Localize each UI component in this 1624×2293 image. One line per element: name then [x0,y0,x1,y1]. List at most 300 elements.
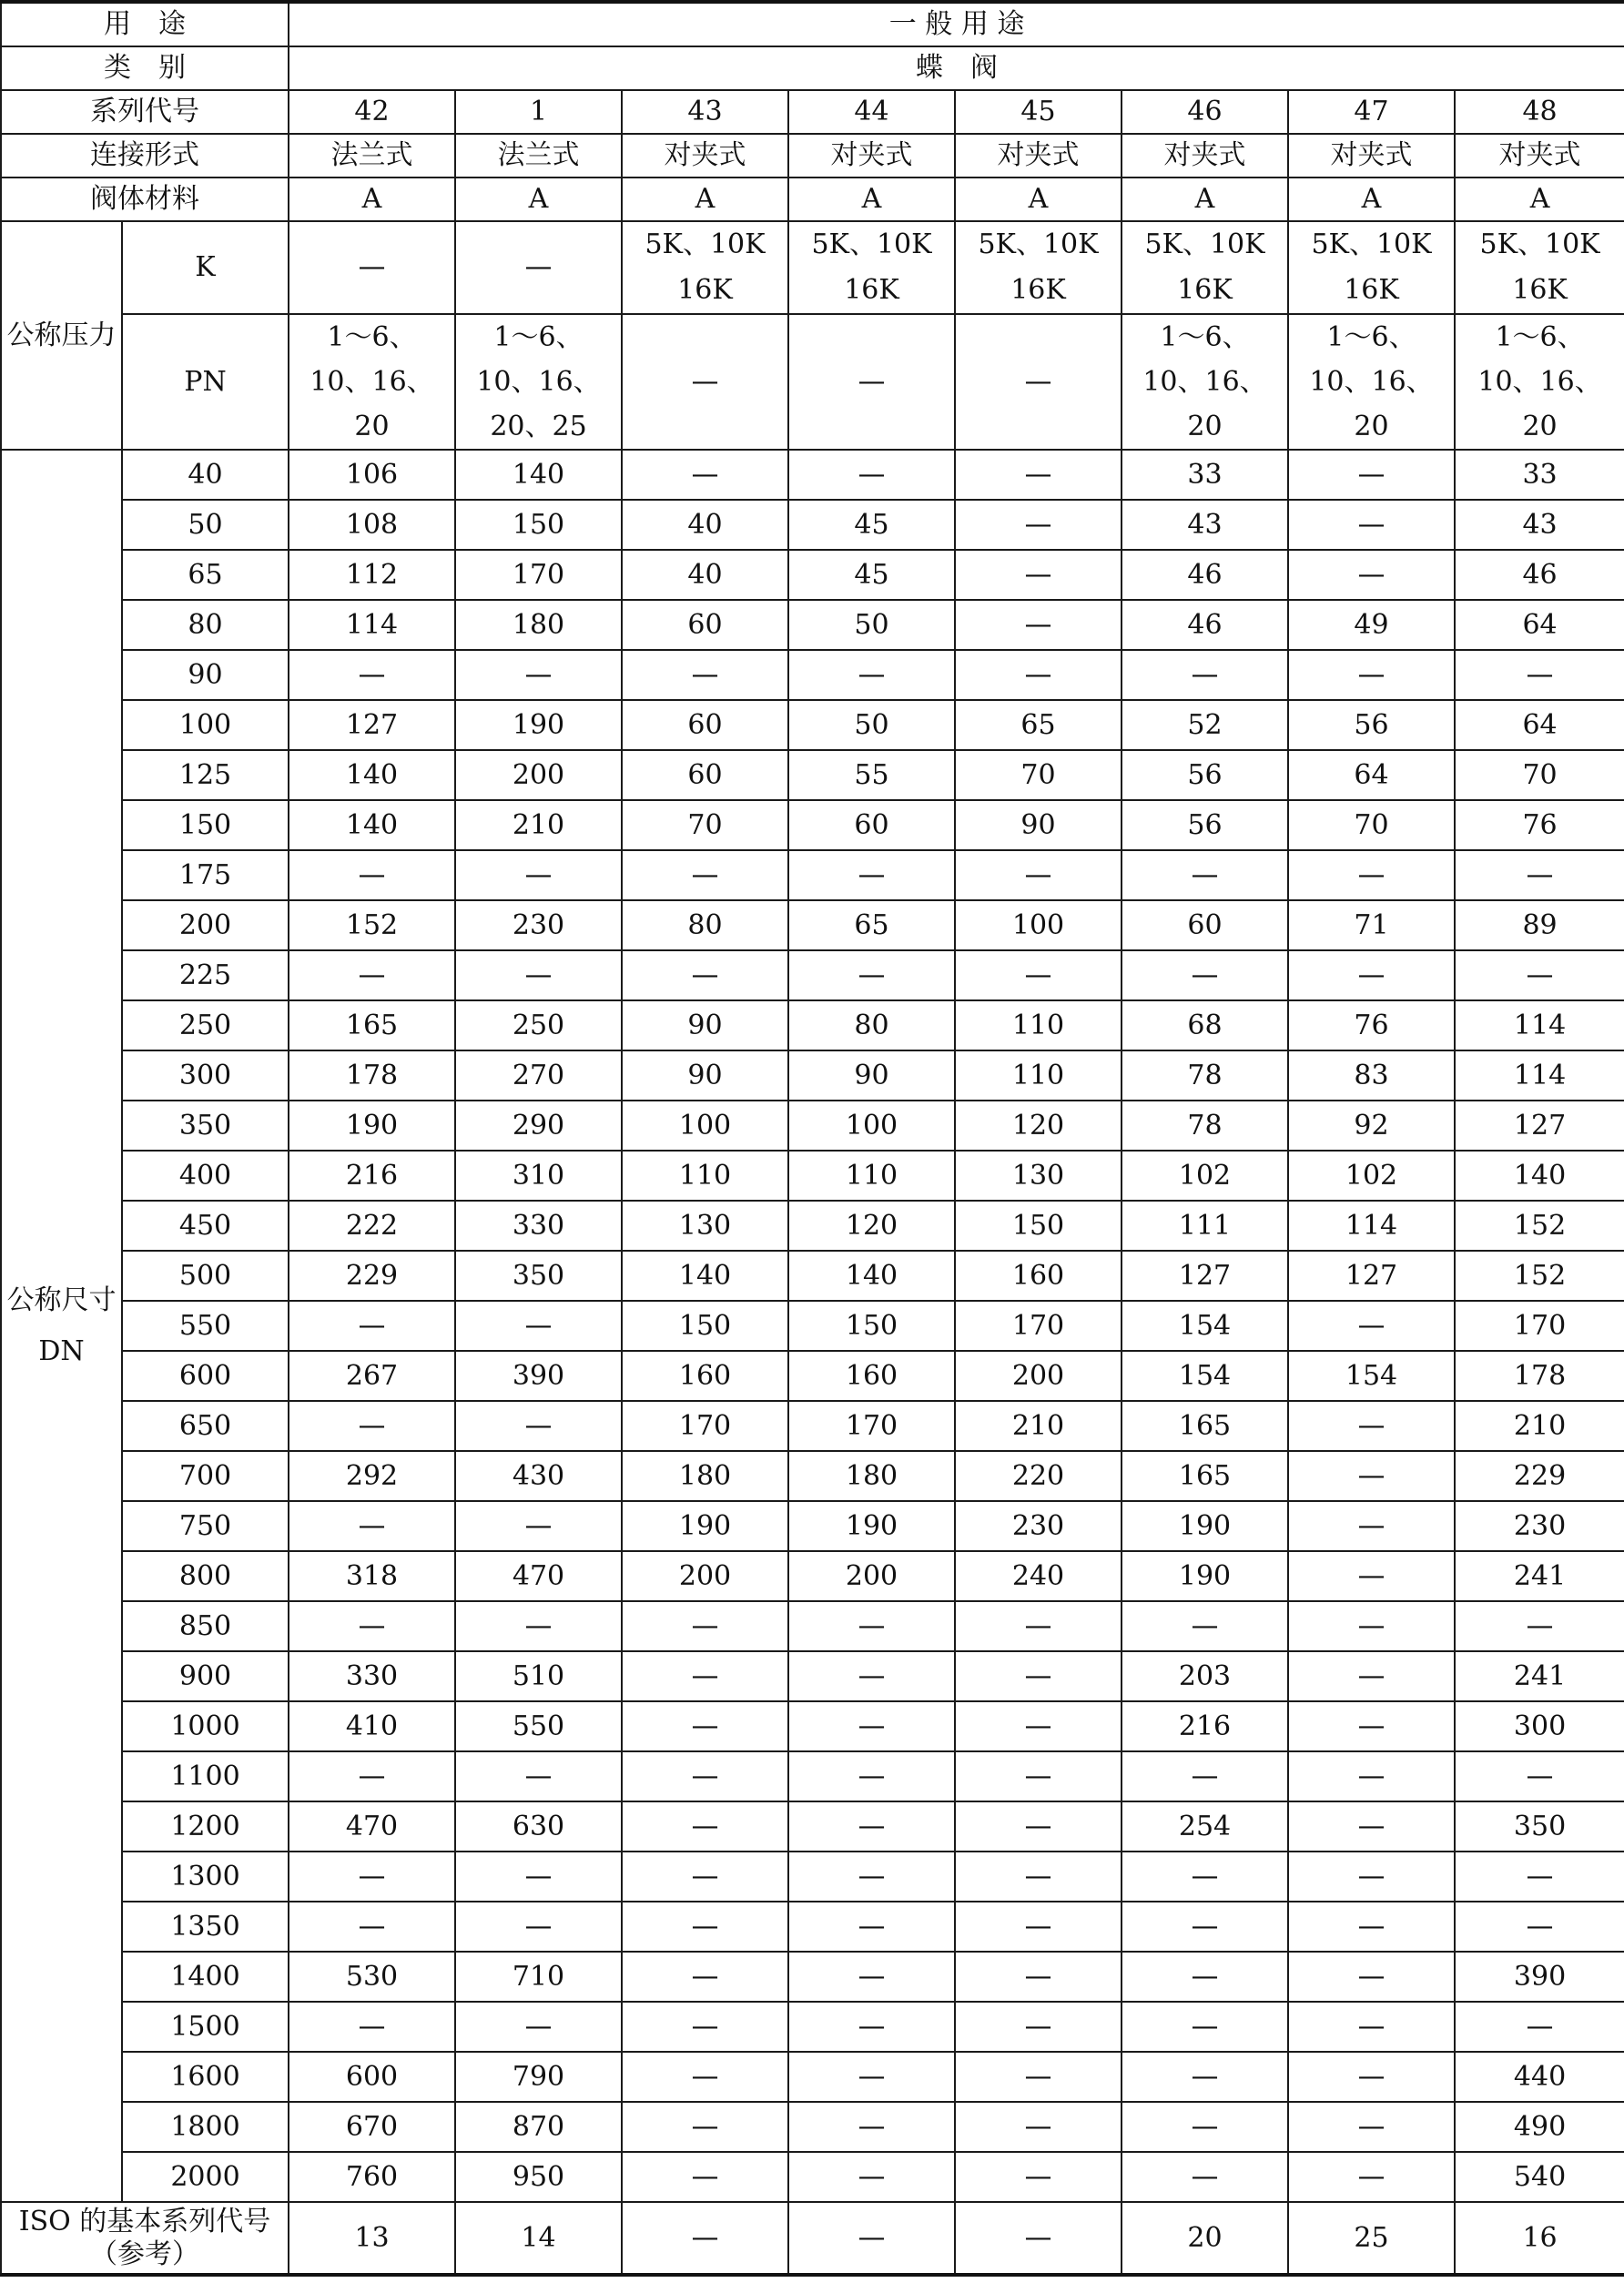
value-cell: — [1288,1651,1455,1701]
table-row [1,950,1624,1000]
pressure-pn-cell: — [788,314,955,450]
value-cell: 45 [788,500,955,550]
value-cell: 210 [1455,1401,1624,1451]
pressure-pn-cell: — [622,314,788,450]
value-cell: — [955,450,1122,500]
value-cell: — [788,1751,955,1801]
value-cell: 170 [455,550,622,600]
value-cell: 203 [1122,1651,1288,1701]
pressure-k-cell [788,221,955,314]
value-cell: 114 [1288,1201,1455,1251]
value-cell: 170 [788,1401,955,1451]
material-cell: A [1122,178,1288,221]
value-cell: — [455,2002,622,2052]
value-cell: 222 [289,1201,455,1251]
value-cell: — [622,1601,788,1651]
table-row [1,550,1624,600]
pressure-k-cell-line: 5K、10K [1311,228,1432,260]
connection-row [1,134,1624,178]
value-cell: 390 [455,1351,622,1401]
value-cell: 68 [1122,1000,1288,1050]
value-cell: 600 [289,2052,455,2102]
value-cell: 65 [788,900,955,950]
pressure-pn-cell-line: 1～6、 [327,321,417,353]
iso-cell: 13 [289,2202,455,2275]
series-cell: 46 [1122,90,1288,134]
pressure-k-cell [1455,221,1624,314]
category-row [1,46,1624,90]
pressure-pn-cell-line: 10、16、 [1142,366,1267,398]
value-cell: — [455,950,622,1000]
pressure-pn-cell [1455,314,1624,450]
value-cell: — [622,2002,788,2052]
value-cell: 200 [955,1351,1122,1401]
value-cell: — [622,2052,788,2102]
value-cell: 106 [289,450,455,500]
value-cell: 165 [1122,1401,1288,1451]
value-cell: 76 [1455,800,1624,850]
value-cell: 152 [289,900,455,950]
value-cell: — [1122,1902,1288,1952]
value-cell: 140 [289,750,455,800]
value-cell: 89 [1455,900,1624,950]
table-row [1,2002,1624,2052]
value-cell: 120 [788,1201,955,1251]
value-cell: 43 [1455,500,1624,550]
dn-cell: 225 [122,950,289,1000]
value-cell: 64 [1288,750,1455,800]
value-cell: 270 [455,1050,622,1101]
dn-cell: 175 [122,850,289,900]
value-cell: — [1122,950,1288,1000]
iso-label [1,2202,289,2275]
value-cell: 178 [1455,1351,1624,1401]
value-cell: 140 [289,800,455,850]
value-cell: 83 [1288,1050,1455,1101]
dn-cell: 1000 [122,1701,289,1751]
pressure-pn-cell-line: 10、16、 [476,366,601,398]
dn-cell: 1200 [122,1801,289,1852]
pressure-k-cell [1122,221,1288,314]
value-cell: — [289,850,455,900]
value-cell: 290 [455,1101,622,1151]
value-cell: 33 [1122,450,1288,500]
series-cell: 48 [1455,90,1624,134]
material-cell: A [1455,178,1624,221]
value-cell: — [955,1751,1122,1801]
table-row [1,1551,1624,1601]
value-cell: — [1455,1852,1624,1902]
value-cell: 180 [455,600,622,650]
value-cell: — [1288,950,1455,1000]
value-cell: — [788,2152,955,2202]
table-row [1,1701,1624,1751]
category-label: 类 别 [1,46,289,90]
value-cell: 330 [289,1651,455,1701]
dn-cell: 550 [122,1301,289,1351]
value-cell: 160 [622,1351,788,1401]
pressure-pn-cell: — [955,314,1122,450]
connection-cell: 法兰式 [455,134,622,178]
value-cell: 60 [1122,900,1288,950]
value-cell: — [622,850,788,900]
value-cell: — [455,1401,622,1451]
pressure-k-cell-line: 16K [677,274,733,306]
value-cell: 102 [1122,1151,1288,1201]
value-cell: — [955,950,1122,1000]
dn-cell: 650 [122,1401,289,1451]
value-cell: 64 [1455,600,1624,650]
value-cell: — [788,1852,955,1902]
value-cell: 152 [1455,1251,1624,1301]
value-cell: 154 [1122,1301,1288,1351]
value-cell: 110 [622,1151,788,1201]
value-cell: 870 [455,2102,622,2152]
value-cell: — [1288,2152,1455,2202]
dn-cell: 850 [122,1601,289,1651]
value-cell: — [1288,1701,1455,1751]
value-cell: 60 [622,700,788,750]
value-cell: — [1288,500,1455,550]
table-row [1,500,1624,550]
connection-cell: 对夹式 [1122,134,1288,178]
value-cell: 108 [289,500,455,550]
value-cell: — [622,950,788,1000]
dn-cell: 500 [122,1251,289,1301]
pressure-pn-cell-line: 1～6、 [1160,321,1250,353]
value-cell: — [788,1601,955,1651]
dn-cell: 150 [122,800,289,850]
dn-cell: 1400 [122,1952,289,2002]
dn-cell: 40 [122,450,289,500]
value-cell: — [289,1601,455,1651]
table-row [1,2052,1624,2102]
table-row [1,1451,1624,1501]
pressure-k-row [1,221,1624,314]
series-cell: 42 [289,90,455,134]
value-cell: — [1288,1601,1455,1651]
material-row [1,178,1624,221]
value-cell: 229 [1455,1451,1624,1501]
value-cell: 200 [788,1551,955,1601]
value-cell: — [1288,1902,1455,1952]
value-cell: — [1122,2152,1288,2202]
value-cell: 90 [622,1050,788,1101]
pressure-k-cell [955,221,1122,314]
value-cell: 100 [955,900,1122,950]
value-cell: 710 [455,1952,622,2002]
pressure-k-cell-line: 5K、10K [978,228,1099,260]
table-row [1,1801,1624,1852]
value-cell: 190 [622,1501,788,1551]
value-cell: 140 [622,1251,788,1301]
series-label: 系列代号 [1,90,289,134]
dn-cell: 400 [122,1151,289,1201]
value-cell: — [455,1601,622,1651]
dn-cell: 1300 [122,1852,289,1902]
value-cell: 112 [289,550,455,600]
iso-cell: 14 [455,2202,622,2275]
material-label: 阀体材料 [1,178,289,221]
value-cell: 60 [788,800,955,850]
dn-cell: 600 [122,1351,289,1401]
value-cell: — [1288,1952,1455,2002]
value-cell: 140 [455,450,622,500]
value-cell: 55 [788,750,955,800]
value-cell: — [289,1501,455,1551]
value-cell: 111 [1122,1201,1288,1251]
value-cell: 130 [622,1201,788,1251]
value-cell: 46 [1122,550,1288,600]
table-row [1,700,1624,750]
value-cell: — [788,950,955,1000]
pressure-k-cell-line: 16K [1010,274,1066,306]
value-cell: 110 [955,1000,1122,1050]
value-cell: 127 [1122,1251,1288,1301]
value-cell: 440 [1455,2052,1624,2102]
dn-cell: 2000 [122,2152,289,2202]
pressure-k-cell-line: 16K [844,274,899,306]
value-cell: 510 [455,1651,622,1701]
nominal-size-label-line2: DN [38,1334,85,1367]
value-cell: — [955,600,1122,650]
value-cell: 490 [1455,2102,1624,2152]
value-cell: 70 [1288,800,1455,850]
dn-cell: 300 [122,1050,289,1101]
value-cell: — [955,2002,1122,2052]
series-cell: 44 [788,90,955,134]
value-cell: 50 [788,700,955,750]
table-row [1,1501,1624,1551]
value-cell: 92 [1288,1101,1455,1151]
value-cell: 190 [788,1501,955,1551]
value-cell: — [1288,1852,1455,1902]
value-cell: — [1122,850,1288,900]
dn-cell: 750 [122,1501,289,1551]
table-row [1,650,1624,700]
connection-cell: 对夹式 [622,134,788,178]
value-cell: — [955,1651,1122,1701]
value-cell: 267 [289,1351,455,1401]
value-cell: — [289,1301,455,1351]
value-cell: — [1455,650,1624,700]
value-cell: — [788,1952,955,2002]
connection-cell: 对夹式 [1288,134,1455,178]
value-cell: 630 [455,1801,622,1852]
value-cell: — [1288,1551,1455,1601]
connection-cell: 法兰式 [289,134,455,178]
table-row [1,1050,1624,1101]
iso-cell: 20 [1122,2202,1288,2275]
value-cell: — [1122,2102,1288,2152]
value-cell: — [788,2102,955,2152]
value-cell: — [788,1801,955,1852]
value-cell: 318 [289,1551,455,1601]
table-row [1,1751,1624,1801]
value-cell: — [1455,1751,1624,1801]
pressure-pn-cell-line: 1～6、 [1326,321,1416,353]
value-cell: 190 [1122,1551,1288,1601]
value-cell: — [1288,2002,1455,2052]
value-cell: 50 [788,600,955,650]
value-cell: 165 [289,1000,455,1050]
pressure-pn-cell-line: 10、16、 [1309,366,1434,398]
value-cell: 170 [622,1401,788,1451]
value-cell: — [1288,1801,1455,1852]
value-cell: — [455,1902,622,1952]
value-cell: 190 [1122,1501,1288,1551]
pressure-pn-cell [289,314,455,450]
value-cell: 110 [788,1151,955,1201]
value-cell: 130 [955,1151,1122,1201]
value-cell: 310 [455,1151,622,1201]
table-row [1,1301,1624,1351]
table-row [1,1251,1624,1301]
iso-label-label-line2: （参考） [90,2237,199,2270]
table-row [1,850,1624,900]
value-cell: — [1455,1902,1624,1952]
value-cell: 530 [289,1952,455,2002]
value-cell: 190 [289,1101,455,1151]
value-cell: — [1288,2102,1455,2152]
value-cell: — [788,1701,955,1751]
value-cell: 150 [788,1301,955,1351]
dn-cell: 200 [122,900,289,950]
pressure-k-cell-line: 16K [1177,274,1233,306]
dn-cell: 80 [122,600,289,650]
pressure-k-cell [622,221,788,314]
value-cell: 241 [1455,1651,1624,1701]
usage-row [1,2,1624,46]
value-cell: — [955,2052,1122,2102]
value-cell: 114 [289,600,455,650]
value-cell: 102 [1288,1151,1455,1201]
value-cell: 670 [289,2102,455,2152]
value-cell: — [622,1701,788,1751]
value-cell: 150 [955,1201,1122,1251]
value-cell: 90 [622,1000,788,1050]
iso-cell: — [955,2202,1122,2275]
value-cell: 240 [955,1551,1122,1601]
value-cell: 170 [1455,1301,1624,1351]
pressure-pn-cell-line: 10、16、 [310,366,434,398]
value-cell: 180 [788,1451,955,1501]
dn-cell: 350 [122,1101,289,1151]
value-cell: 216 [289,1151,455,1201]
value-cell: 330 [455,1201,622,1251]
value-cell: — [1122,1751,1288,1801]
value-cell: 550 [455,1701,622,1751]
value-cell: 127 [1288,1251,1455,1301]
pressure-pn-cell-line: 20 [1354,411,1389,442]
iso-label-label-line1: ISO 的基本系列代号 [18,2205,271,2237]
value-cell: — [455,1301,622,1351]
value-cell: 46 [1122,600,1288,650]
value-cell: — [1122,1952,1288,2002]
series-cell: 43 [622,90,788,134]
value-cell: 210 [955,1401,1122,1451]
value-cell: — [622,650,788,700]
value-cell: 43 [1122,500,1288,550]
pressure-pn-cell-line: 1～6、 [493,321,584,353]
material-cell: A [955,178,1122,221]
category-value: 蝶 阀 [289,46,1624,90]
table-row [1,600,1624,650]
value-cell: — [455,1751,622,1801]
pressure-pn-cell-line: 10、16、 [1477,366,1602,398]
value-cell: — [955,1601,1122,1651]
dn-cell: 450 [122,1201,289,1251]
pressure-pn-cell-line: 1～6、 [1495,321,1585,353]
connection-cell: 对夹式 [955,134,1122,178]
pressure-pn-label: PN [122,314,289,450]
series-cell: 45 [955,90,1122,134]
value-cell: 540 [1455,2152,1624,2202]
value-cell: — [1455,850,1624,900]
table-row [1,1000,1624,1050]
value-cell: — [788,850,955,900]
value-cell: — [622,1651,788,1701]
series-cell: 47 [1288,90,1455,134]
value-cell: — [955,2152,1122,2202]
value-cell: — [289,1751,455,1801]
iso-row [1,2202,1624,2275]
series-cell: 1 [455,90,622,134]
value-cell: — [622,2102,788,2152]
series-row [1,90,1624,134]
value-cell: 114 [1455,1050,1624,1101]
value-cell: 127 [289,700,455,750]
value-cell: 300 [1455,1701,1624,1751]
value-cell: 470 [455,1551,622,1601]
value-cell: — [955,1701,1122,1751]
value-cell: 78 [1122,1101,1288,1151]
value-cell: 100 [622,1101,788,1151]
value-cell: 90 [955,800,1122,850]
value-cell: 154 [1288,1351,1455,1401]
connection-cell: 对夹式 [788,134,955,178]
value-cell: 790 [455,2052,622,2102]
value-cell: 470 [289,1801,455,1852]
table-row [1,900,1624,950]
iso-cell: — [622,2202,788,2275]
value-cell: — [622,450,788,500]
value-cell: 140 [1455,1151,1624,1201]
dn-cell: 90 [122,650,289,700]
value-cell: 350 [455,1251,622,1301]
value-cell: 160 [955,1251,1122,1301]
dn-cell: 65 [122,550,289,600]
table-row [1,2152,1624,2202]
value-cell: 390 [1455,1952,1624,2002]
table-row [1,1651,1624,1701]
value-cell: 120 [955,1101,1122,1151]
pressure-k-cell [1288,221,1455,314]
dn-cell: 1600 [122,2052,289,2102]
value-cell: 140 [788,1251,955,1301]
value-cell: — [622,2152,788,2202]
material-cell: A [788,178,955,221]
value-cell: — [955,1852,1122,1902]
value-cell: 154 [1122,1351,1288,1401]
value-cell: 165 [1122,1451,1288,1501]
value-cell: 100 [788,1101,955,1151]
value-cell: 230 [1455,1501,1624,1551]
value-cell: 56 [1122,750,1288,800]
value-cell: 70 [1455,750,1624,800]
value-cell: — [788,2002,955,2052]
dn-cell: 125 [122,750,289,800]
